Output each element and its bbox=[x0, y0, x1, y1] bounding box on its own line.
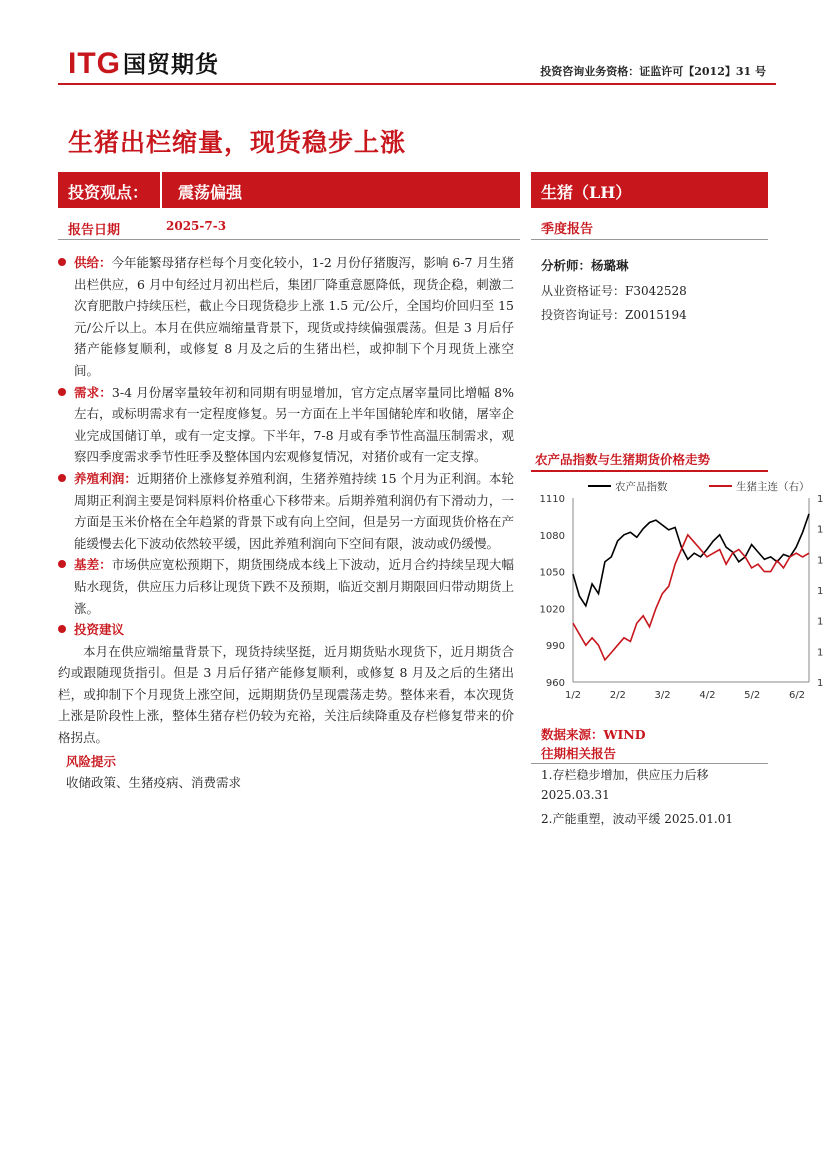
date-divider bbox=[58, 239, 520, 240]
x-tick-label: 3/2 bbox=[654, 690, 671, 701]
profit-text: 近期猪价上涨修复养殖利润，生猪养殖持续 15 个月为正利润。本轮周期正利润主要是饲料原料价格重心下移带来。后期养殖利润仍有下滑动力，一方面是玉米价格在全年趋紧的背景下或有向上空间，但是另一方面现货价格在产能缓慢去化下波动依然较平缓，因此养殖利润向下空间有限，波动或仍缓慢。 bbox=[74, 470, 514, 551]
legend-label-2: 生猪主连（右） bbox=[736, 481, 810, 493]
related-report-1-title[interactable]: 1.存栏稳步增加，供应压力后移 bbox=[541, 768, 709, 782]
bullet-icon bbox=[58, 625, 66, 633]
y2-tick-label: 1 bbox=[817, 647, 824, 659]
qualification-number: 从业资格证号：F3042528 bbox=[541, 284, 687, 298]
risk-label: 风险提示 bbox=[66, 753, 117, 769]
x-tick-label: 4/2 bbox=[699, 690, 716, 701]
related-report-1-date: 2025.03.31 bbox=[541, 788, 610, 802]
basis-label: 基差： bbox=[74, 557, 112, 573]
data-source: 数据来源：WIND bbox=[541, 727, 646, 742]
x-tick-label: 5/2 bbox=[744, 690, 761, 701]
report-type: 季度报告 bbox=[541, 222, 594, 237]
related-divider bbox=[531, 763, 768, 764]
header-divider bbox=[58, 83, 776, 85]
bullet-icon bbox=[58, 258, 66, 266]
y-tick-label: 1110 bbox=[539, 494, 565, 505]
advice-label: 投资建议 bbox=[74, 622, 125, 638]
basis-paragraph bbox=[58, 554, 514, 619]
price-chart bbox=[531, 474, 826, 706]
y2-tick-label: 1 bbox=[817, 494, 824, 505]
date-value: 2025-7-3 bbox=[166, 219, 227, 233]
y-tick-label: 990 bbox=[545, 641, 565, 653]
supply-text: 今年能繁母猪存栏每个月变化较小，1-2 月份仔猪腹泻，影响 6-7 月生猪出栏供应，6 月中旬经过月初出栏后，集团厂降重意愿降低，现货企稳，刺激二次育肥散户持续压栏，截止今日现货稳步上涨 1.5 元/公斤，全国均价回归至 15 元/公斤以上。本月在供应端缩量背景下，现货或持续偏强震荡。但是 3 月后仔猪产能修复顺利，或修复 8 月及之后的生猪出栏，或抑制下个月现货上涨空间。 bbox=[74, 255, 514, 378]
bullet-icon bbox=[58, 388, 66, 396]
view-value: 震荡偏强 bbox=[178, 183, 243, 202]
product-name: 生猪（LH） bbox=[541, 183, 632, 202]
bullet-icon bbox=[58, 474, 66, 482]
advice-text: 本月在供应端缩量背景下，现货持续坚挺，近月期货贴水现货下，近月期货合约或跟随现货指引。但是 3 月后仔猪产能修复顺利，或修复 8 月及之后的生猪出栏，或抑制下个月现货上涨空间，远期期货仍呈现震荡走势。整体来看，本次现货上涨是阶段性上涨，整体生猪存栏仍较为充裕，关注后续降重及存栏修复带来的价格拐点。 bbox=[58, 643, 514, 746]
y2-tick-label: 1 bbox=[817, 586, 824, 597]
y-tick-label: 1020 bbox=[539, 604, 565, 616]
x-tick-label: 6/2 bbox=[788, 690, 806, 701]
chart-title: 农产品指数与生猪期货价格走势 bbox=[535, 452, 711, 467]
profit-label: 养殖利润： bbox=[74, 470, 138, 486]
basis-text: 市场供应宽松预期下，期货围绕成本线上下波动，近月合约持续呈现大幅贴水现货，供应压力后移让现货下跌不及预期，临近交割月期限回归带动期货上涨。 bbox=[74, 557, 514, 616]
logo-company-name: 国贸期货 bbox=[123, 52, 219, 78]
y2-tick-label: 1 bbox=[817, 616, 824, 628]
logo-itg: ITG bbox=[68, 47, 121, 80]
view-separator bbox=[160, 172, 162, 208]
legend-label-1: 农产品指数 bbox=[615, 481, 668, 493]
consulting-number: 投资咨询证号：Z0015194 bbox=[541, 308, 687, 322]
y-tick-label: 960 bbox=[545, 678, 565, 689]
profit-paragraph bbox=[58, 468, 514, 554]
supply-paragraph bbox=[58, 252, 514, 382]
related-report-2-title[interactable]: 2.产能重塑，波动平缓 2025.01.01 bbox=[541, 812, 733, 826]
y2-tick-label: 1 bbox=[817, 524, 824, 536]
date-label: 报告日期 bbox=[68, 223, 121, 238]
demand-text: 3-4 月份屠宰量较年初和同期有明显增加，官方定点屠宰量同比增幅 8%左右，或标明需求有一定程度修复。另一方面在上半年国储轮库和收储，屠宰企业完成国储订单，或有一定支撑。下半年，7-8 月或有季节性高温压制需求，观察四季度需求季节性旺季及整体国内宏观修复情况，对猪价或有一定支撑。 bbox=[74, 384, 514, 465]
x-tick-label: 1/2 bbox=[564, 690, 582, 701]
y-tick-label: 1050 bbox=[539, 567, 565, 579]
y2-tick-label: 1 bbox=[817, 555, 824, 567]
analyst-name: 分析师：杨璐琳 bbox=[541, 258, 629, 273]
page-title: 生猪出栏缩量，现货稳步上涨 bbox=[68, 128, 407, 157]
view-label: 投资观点： bbox=[68, 183, 149, 202]
y2-tick-label: 1 bbox=[817, 678, 824, 689]
advice-heading bbox=[58, 619, 514, 641]
report-body bbox=[58, 252, 514, 794]
series-line-1 bbox=[573, 514, 809, 606]
supply-label: 供给： bbox=[74, 255, 112, 270]
related-reports-title: 往期相关报告 bbox=[541, 746, 617, 761]
license-text: 投资咨询业务资格：证监许可【2012】31 号 bbox=[540, 65, 766, 78]
demand-paragraph bbox=[58, 382, 514, 468]
y-tick-label: 1080 bbox=[539, 530, 565, 542]
risk-text: 收储政策、生猪疫病、消费需求 bbox=[66, 775, 242, 791]
demand-label: 需求： bbox=[74, 384, 112, 400]
series-line-2 bbox=[573, 535, 809, 660]
x-tick-label: 2/2 bbox=[609, 690, 626, 701]
report-type-divider bbox=[531, 239, 768, 240]
bullet-icon bbox=[58, 560, 66, 568]
chart-title-divider bbox=[531, 470, 768, 472]
